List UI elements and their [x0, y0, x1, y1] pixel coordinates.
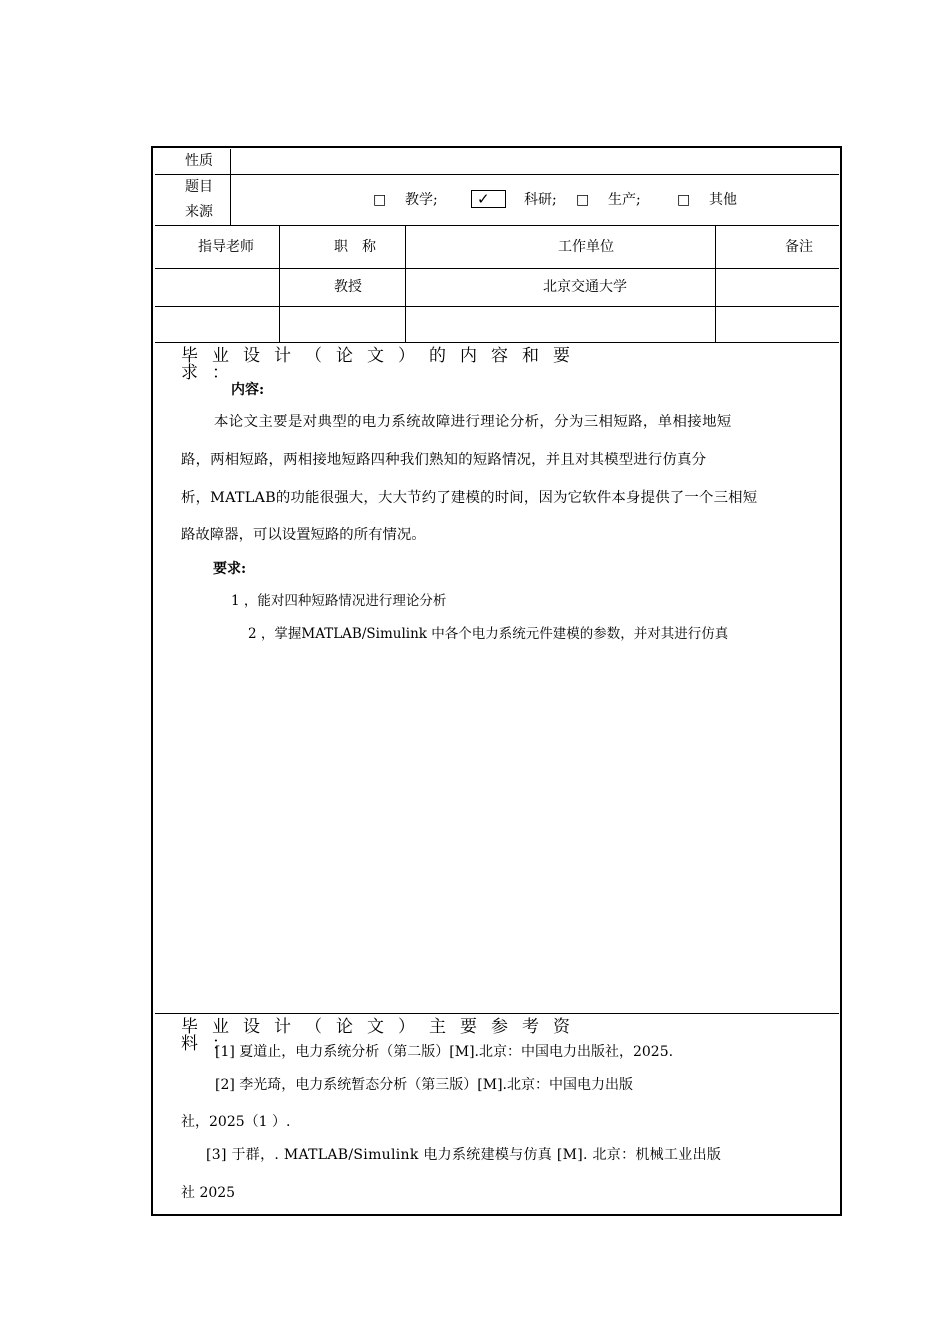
checkbox-teaching[interactable]: □ [373, 192, 387, 208]
row-divider [155, 174, 839, 175]
row-divider [155, 306, 839, 307]
source-label: 题目 [185, 179, 213, 195]
checkbox-production[interactable]: □ [576, 192, 590, 208]
col-divider [279, 225, 280, 342]
reference-line: [2] 李光琦，电力系统暂态分析（第三版）[M].北京：中国电力出版 [215, 1077, 633, 1093]
requirement-item: 2 ，掌握MATLAB/Simulink 中各个电力系统元件建模的参数，并对其进行仿真 [248, 626, 729, 642]
row-divider [155, 225, 839, 226]
col-divider [405, 225, 406, 342]
title-cell: 教授 [334, 279, 362, 295]
reference-line: 社，2025（1 ）. [181, 1114, 291, 1130]
source-label: 来源 [185, 204, 213, 220]
references-heading-text: 毕业设计（论文）主要参考资料： [181, 1017, 584, 1054]
checkbox-other[interactable]: □ [677, 192, 691, 208]
row-divider [155, 1013, 839, 1014]
unit-cell: 北京交通大学 [543, 279, 627, 295]
option-research-label: 科研; [524, 192, 557, 208]
option-other-label: 其他 [709, 192, 737, 208]
col-divider [715, 225, 716, 342]
header-note: 备注 [785, 239, 813, 255]
content-line: 本论文主要是对典型的电力系统故障进行理论分析，分为三相短路，单相接地短 [214, 414, 732, 430]
reference-line: [1] 夏道止，电力系统分析（第二版）[M].北京：中国电力出版社，2025. [215, 1044, 674, 1060]
check-mark-icon: ✓ [477, 190, 490, 208]
content-heading-text: 毕业设计（论文）的内容和要求： [181, 346, 584, 383]
checkbox-research[interactable] [471, 190, 506, 208]
row-divider [155, 342, 839, 343]
reference-line: [3] 于群，. MATLAB/Simulink 电力系统建模与仿真 [M]. 北京：机械工业出版 [206, 1147, 722, 1163]
content-line: 路故障器，可以设置短路的所有情况。 [181, 527, 426, 543]
content-line: 析，MATLAB的功能很强大，大大节约了建模的时间，因为它软件本身提供了一个三相短 [181, 490, 758, 506]
row-divider [155, 268, 839, 269]
option-production-label: 生产; [608, 192, 641, 208]
content-line: 路，两相短路，两相接地短路四种我们熟知的短路情况，并且对其模型进行仿真分 [181, 452, 707, 468]
header-advisor: 指导老师 [198, 239, 254, 255]
requirement-item: 1 ，能对四种短路情况进行理论分析 [231, 593, 447, 609]
requirement-label: 要求: [213, 561, 247, 577]
col-divider [230, 149, 231, 225]
option-teaching-label: 教学; [405, 192, 438, 208]
reference-line: 社 2025 [181, 1185, 236, 1201]
header-unit: 工作单位 [558, 239, 614, 255]
nature-label: 性质 [185, 153, 213, 169]
content-heading [181, 348, 623, 382]
header-title: 职 称 [334, 239, 376, 255]
content-label: 内容: [231, 382, 265, 398]
